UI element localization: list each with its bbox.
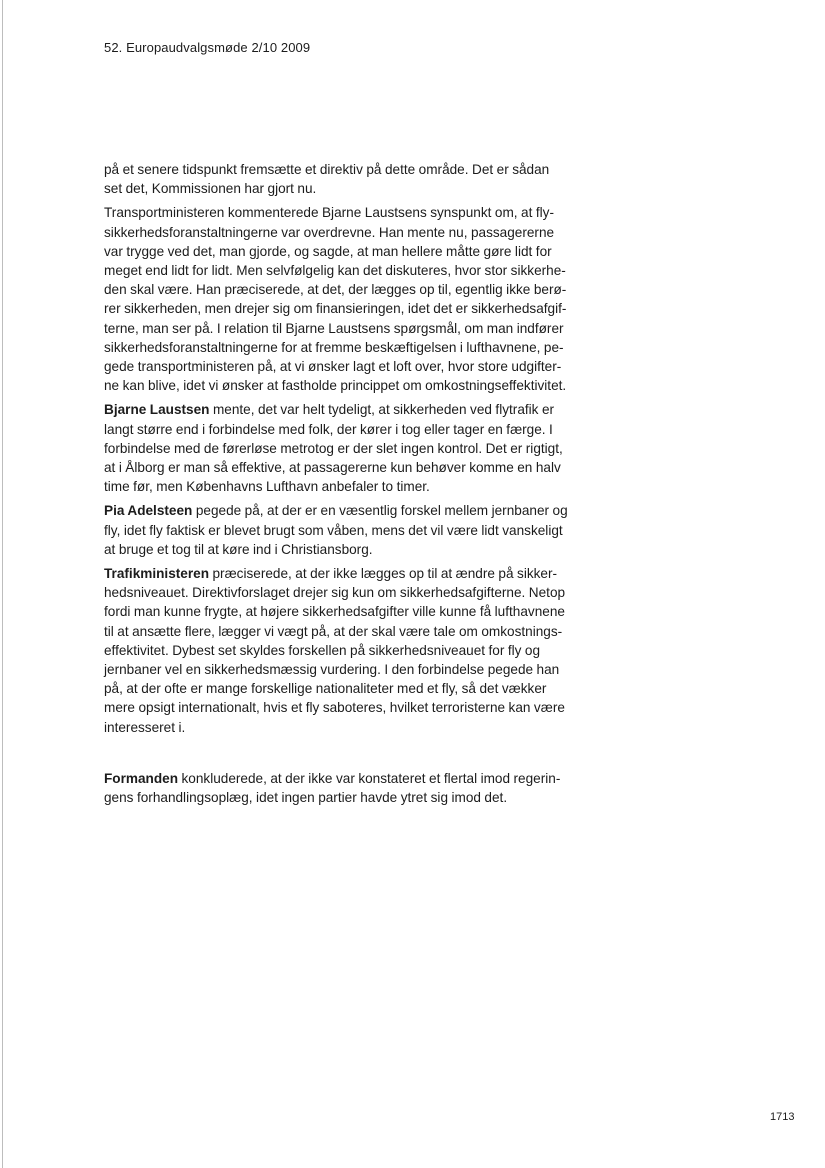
text-line: den skal være. Han præciserede, at det, der lægges op til, egentlig ikke berø- bbox=[104, 282, 567, 298]
paragraph-bjarne-laustsen bbox=[104, 400, 586, 496]
text-line: forbindelse med de førerløse metrotog er der slet ingen kontrol. Det er rigtigt, bbox=[104, 440, 563, 456]
text-line: hedsniveauet. Direktivforslaget drejer sig kun om sikkerhedsafgifterne. Netop bbox=[104, 585, 566, 601]
text-line: Transportministeren kommenterede Bjarne Laustsens synspunkt om, at fly- bbox=[104, 205, 554, 221]
text-line: at bruge et tog til at køre ind i Christiansborg. bbox=[104, 541, 373, 557]
text-line: mere opsigt internationalt, hvis et fly saboteres, hvilket terroristerne kan være bbox=[104, 700, 565, 716]
text-line: jernbaner vel en sikkerhedsmæssig vurdering. I den forbindelse pegede han bbox=[104, 662, 560, 678]
text-line: på, at der ofte er mange forskellige nationaliteter med et fly, så det vækker bbox=[104, 681, 547, 697]
speaker-text: præciserede, at der ikke lægges op til at ændre på sikker- bbox=[209, 566, 558, 582]
speaker-name: Bjarne Laustsen bbox=[104, 402, 210, 418]
page-edge-rule bbox=[2, 0, 3, 1168]
text-line: time før, men Københavns Lufthavn anbefaler to timer. bbox=[104, 479, 430, 495]
text-line: fly, idet fly faktisk er blevet brugt som våben, mens det vil være lidt vanskeligt bbox=[104, 522, 563, 538]
text-line: set det, Kommissionen har gjort nu. bbox=[104, 181, 317, 197]
text-line: sikkerhedsforanstaltningerne var overdrevne. Han mente nu, passagererne bbox=[104, 224, 555, 240]
paragraph-commission bbox=[104, 160, 586, 198]
paragraph-transport-minister bbox=[104, 203, 586, 395]
text-line bbox=[104, 564, 586, 583]
document-body bbox=[104, 160, 586, 812]
speaker-name: Pia Adelsteen bbox=[104, 503, 193, 519]
page-number: 1713 bbox=[770, 1111, 795, 1123]
speaker-text: pegede på, at der er en væsentlig forskel mellem jernbaner og bbox=[192, 503, 568, 519]
text-line: ne kan blive, idet vi ønsker at fastholde princippet om omkostningseffektivitet. bbox=[104, 378, 567, 394]
text-line: til at ansætte flere, lægger vi vægt på, at der skal være tale om omkostnings- bbox=[104, 623, 563, 639]
text-line: langt større end i forbindelse med folk, der kører i tog eller tager en færge. I bbox=[104, 421, 553, 437]
text-line: terne, man ser på. I relation til Bjarne Laustsens spørgsmål, om man indfører bbox=[104, 320, 564, 336]
text-line bbox=[104, 769, 586, 788]
text-line: var trygge ved det, man gjorde, og sagde, at man hellere måtte gøre lidt for bbox=[104, 243, 552, 259]
text-line: på et senere tidspunkt fremsætte et direktiv på dette område. Det er sådan bbox=[104, 162, 550, 177]
text-line: rer sikkerheden, men drejer sig om finansieringen, idet det er sikkerhedsafgif- bbox=[104, 301, 567, 317]
speaker-text: mente, det var helt tydeligt, at sikkerheden ved flytrafik er bbox=[209, 402, 555, 418]
speaker-name: Trafikministeren bbox=[104, 566, 210, 582]
text-line: fordi man kunne frygte, at højere sikkerhedsafgifter ville kunne få lufthavnene bbox=[104, 604, 565, 620]
speaker-text: konkluderede, at der ikke var konstateret et flertal imod regerin- bbox=[178, 770, 561, 786]
text-line: interesseret i. bbox=[104, 719, 186, 735]
text-line bbox=[104, 501, 586, 520]
text-line: effektivitet. Dybest set skyldes forskellen på sikkerhedsniveauet for fly og bbox=[104, 642, 541, 658]
text-line: sikkerhedsforanstaltningerne for at fremme beskæftigelsen i lufthavnene, pe- bbox=[104, 339, 564, 355]
text-line bbox=[104, 400, 586, 419]
text-line: meget end lidt for lidt. Men selvfølgelig kan det diskuteres, hvor stor sikkerhe- bbox=[104, 263, 566, 279]
text-line: at i Ålborg er man så effektive, at passagererne kun behøver komme en halv bbox=[104, 460, 561, 476]
text-line: gens forhandlingsoplæg, idet ingen partier havde ytret sig imod det. bbox=[104, 790, 508, 806]
text-line: gede transportministeren på, at vi ønsker lagt et loft over, hvor store udgifter- bbox=[104, 359, 562, 375]
paragraph-pia-adelsteen bbox=[104, 501, 586, 559]
speaker-name: Formanden bbox=[104, 770, 179, 786]
paragraph-trafikministeren bbox=[104, 564, 586, 737]
page-header: 52. Europaudvalgsmøde 2/10 2009 bbox=[104, 40, 311, 55]
paragraph-formanden bbox=[104, 769, 586, 807]
